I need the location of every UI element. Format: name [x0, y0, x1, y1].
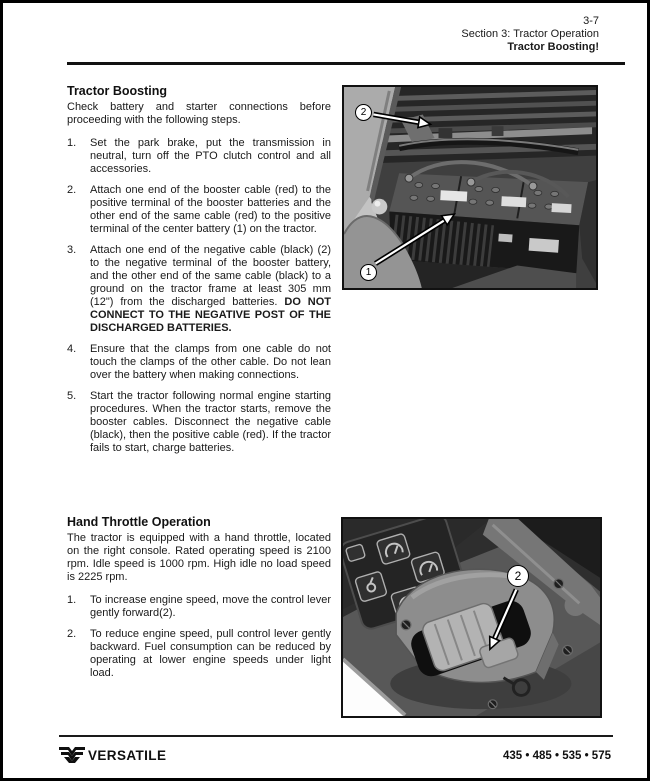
section-hand-throttle	[67, 515, 331, 688]
step-number: 1.	[67, 137, 77, 149]
list-item	[67, 390, 331, 455]
step-number: 3.	[67, 244, 77, 256]
boosting-steps	[67, 137, 331, 455]
callout-1: 1	[360, 264, 377, 281]
callout-2: 2	[355, 104, 372, 121]
battery-compartment-photo	[344, 87, 596, 288]
step-text: To reduce engine speed, pull control lever gently backward. Fuel consumption can be reduced by operating at lower engine speeds under light load.	[90, 628, 331, 679]
boosting-title: Tractor Boosting	[67, 84, 168, 98]
header-rule	[67, 62, 625, 65]
model-numbers: 435 • 485 • 535 • 575	[503, 750, 611, 762]
step-text: Start the tractor following normal engine starting procedures. When the tractor starts, remove the booster cables. Disconnect the negative cable (black), then the positive cable (red). If the tractor fails to start, charge batteries.	[90, 390, 331, 454]
section-tractor-boosting	[67, 84, 331, 463]
step-number: 5.	[67, 390, 77, 402]
step-number: 2.	[67, 628, 77, 640]
callout-2: 2	[507, 565, 529, 587]
header-subsection: Tractor Boosting!	[507, 41, 599, 53]
list-item	[67, 594, 331, 620]
console-photo	[343, 519, 600, 716]
list-item	[67, 628, 331, 680]
brand-logo	[59, 747, 166, 763]
step-number: 1.	[67, 594, 77, 606]
figure-hand-throttle-console	[341, 517, 602, 718]
page-header	[461, 15, 599, 54]
throttle-title: Hand Throttle Operation	[67, 515, 211, 529]
throttle-steps	[67, 594, 331, 680]
warning-bold-text: DO NOT CONNECT TO THE NEGATIVE POST OF THE DISCHARGED BATTERIES.	[90, 296, 332, 334]
step-number: 2.	[67, 184, 77, 196]
step-text: Ensure that the clamps from one cable do not touch the clamps of the other cable. Do not lean over the battery when making connections.	[90, 343, 331, 381]
step-number: 4.	[67, 343, 77, 355]
brand-name: VERSATILE	[88, 747, 167, 763]
figure-battery-compartment	[342, 85, 598, 290]
step-text-normal: Attach one end of the negative cable (black) (2) to the negative terminal of the booster battery, and the other end of the same cable (black) to a ground on the tractor frame at least 305 mm (12") from the discharged batteries.	[90, 244, 331, 308]
versatile-logo-icon	[59, 747, 85, 763]
list-item	[67, 244, 331, 335]
footer-rule	[59, 735, 613, 737]
step-text	[90, 244, 331, 335]
list-item	[67, 137, 331, 176]
boosting-intro: Check battery and starter connections before proceeding with the following steps.	[67, 101, 331, 126]
step-text: Attach one end of the booster cable (red) to the positive terminal of the booster batteries and the other end of the same cable (red) to the positive terminal of the center battery (1) on the tractor.	[90, 184, 331, 235]
list-item	[67, 184, 331, 236]
header-section: Section 3: Tractor Operation	[461, 28, 599, 40]
step-text: Set the park brake, put the transmission in neutral, turn off the PTO clutch control and all accessories.	[90, 137, 331, 175]
list-item	[67, 343, 331, 382]
page-number: 3-7	[583, 15, 599, 27]
step-text: To increase engine speed, move the control lever gently forward(2).	[90, 594, 331, 619]
throttle-intro: The tractor is equipped with a hand throttle, located on the right console. Rated operating speed is 2100 rpm. Idle speed is 1000 rpm. High idle no load speed is 2225 rpm.	[67, 532, 331, 583]
